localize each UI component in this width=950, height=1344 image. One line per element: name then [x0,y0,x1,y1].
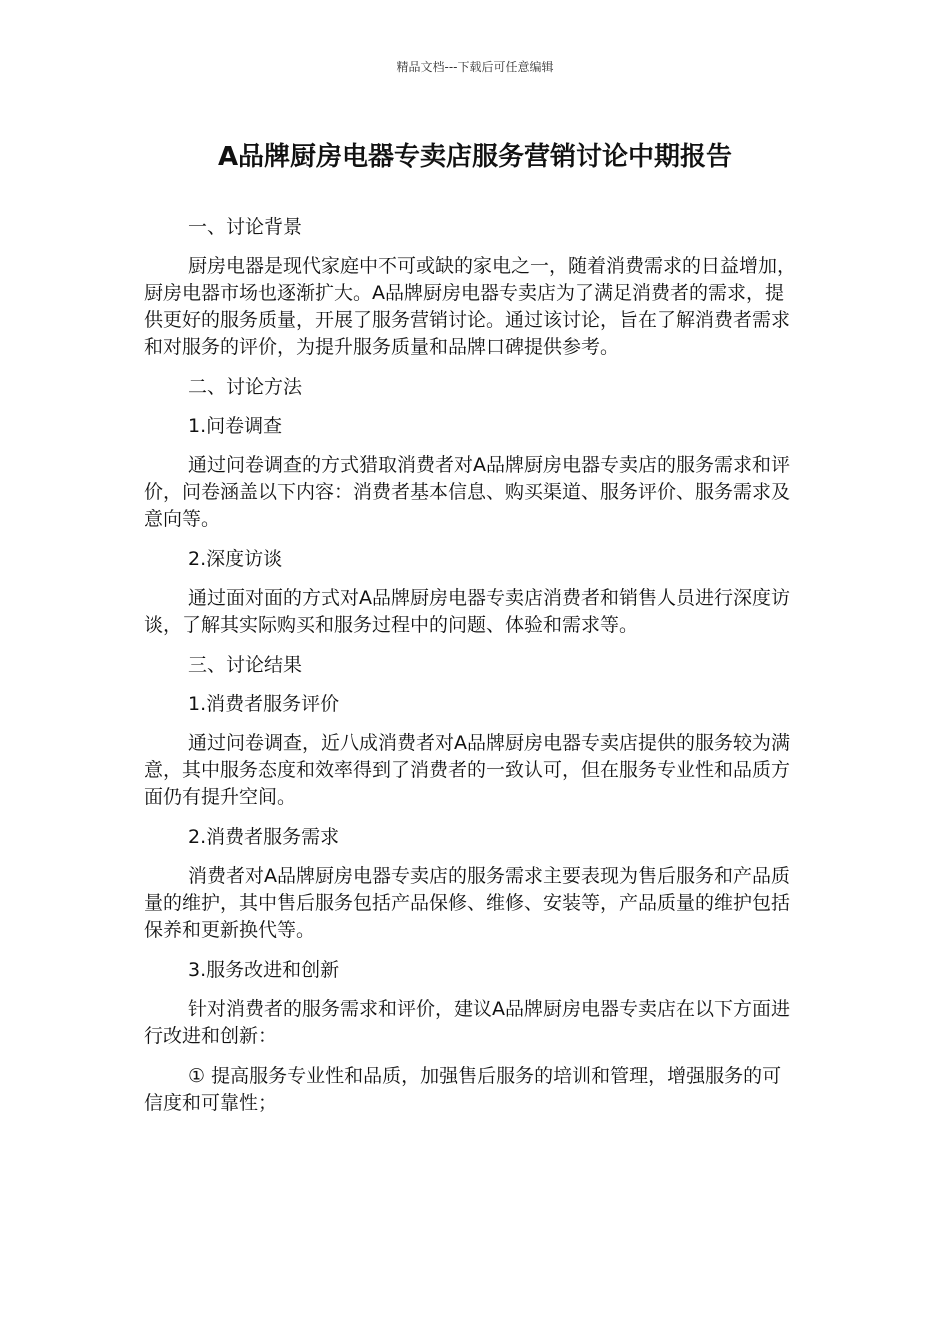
paragraph-interview: 通过面对面的方式对A品牌厨房电器专卖店消费者和销售人员进行深度访谈，了解其实际购买和服务过程中的问题、体验和需求等。 [144,587,790,636]
paragraph-questionnaire: 通过问卷调查的方式猎取消费者对A品牌厨房电器专卖店的服务需求和评价，问卷涵盖以下内容：消费者基本信息、购买渠道、服务评价、服务需求及意向等。 [144,454,791,530]
paragraph-service-improvement: 针对消费者的服务需求和评价，建议A品牌厨房电器专卖店在以下方面进行改进和创新： [144,998,790,1047]
section-heading-background: 一、讨论背景 [188,216,303,238]
subheading-service-evaluation: 1.消费者服务评价 [188,693,340,715]
paragraph-service-evaluation: 通过问卷调查，近八成消费者对A品牌厨房电器专卖店提供的服务较为满意，其中服务态度和效率得到了消费者的一致认可，但在服务专业性和品质方面仍有提升空间。 [144,732,791,808]
subheading-interview: 2.深度访谈 [188,548,283,570]
subheading-service-needs: 2.消费者服务需求 [188,826,340,848]
list-item-improvement-1: ① 提高服务专业性和品质，加强售后服务的培训和管理，增强服务的可信度和可靠性； [144,1065,782,1114]
section-heading-results: 三、讨论结果 [188,654,303,676]
paragraph-service-needs: 消费者对A品牌厨房电器专卖店的服务需求主要表现为售后服务和产品质量的维护，其中售后服务包括产品保修、维修、安装等，产品质量的维护包括保养和更新换代等。 [144,865,791,941]
page-header-note: 精品文档---下载后可任意编辑 [396,60,554,74]
section-heading-method: 二、讨论方法 [188,376,303,398]
document-body [144,214,796,1130]
subheading-questionnaire: 1.问卷调查 [188,415,283,437]
subheading-service-improvement: 3.服务改进和创新 [188,959,340,981]
document-title: A品牌厨房电器专卖店服务营销讨论中期报告 [217,142,733,172]
paragraph-background: 厨房电器是现代家庭中不可或缺的家电之一，随着消费需求的日益增加，厨房电器市场也逐渐扩大。A品牌厨房电器专卖店为了满足消费者的需求，提供更好的服务质量，开展了服务营销讨论。通过该讨论，旨在了解消费者需求和对服务的评价，为提升服务质量和品牌口碑提供参考。 [144,255,797,358]
